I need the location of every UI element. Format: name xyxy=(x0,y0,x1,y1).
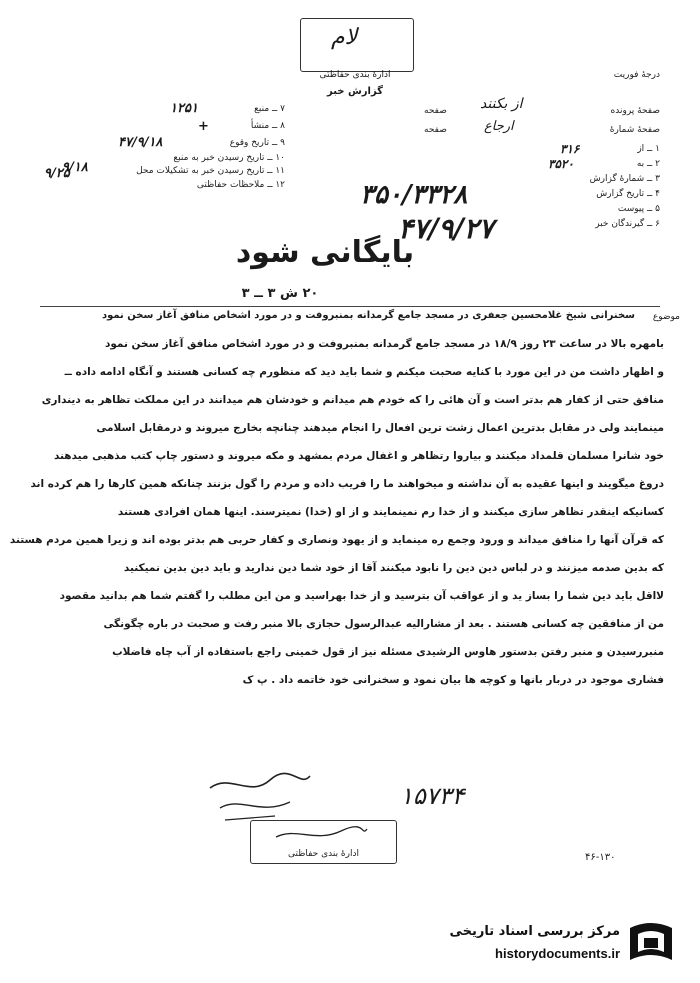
handwritten-scribble: ﺍﺭﺟﺎﻉ xyxy=(484,119,514,134)
body-line: بامهره بالا در ساعت ۲۳ روز ۱۸/۹ در مسجد جامع گرمدانه بمنبروفت و در مورد اشخاص منافق آغاز سخن نمود xyxy=(104,338,664,350)
signature-number: ۱۵۷۳۴ xyxy=(400,782,465,810)
left-field-row: ۱۱ ــ تاریخ رسیدن خبر به تشکیلات محل ۹/۱۸ xyxy=(62,160,285,176)
body-line: مینمایند ولی در مقابل بدترین اعمال زشت ترین افعال را انجام میدهند چنانچه بخارج میروند و درمقابل اسلامی xyxy=(96,422,664,434)
top-office-stamp xyxy=(300,18,414,72)
reference-code: ۲۰ ش ۳ ــ ۳ xyxy=(241,286,319,301)
right-field-row: ۲ ــ به ۳۵۲۰ xyxy=(548,157,660,171)
body-line: منافق حتی از کفار هم بدتر است و آن هائی را که خودم هم میدانم و خودشان هم میدانند در این مملکت تظاهر به دینداری xyxy=(41,394,664,406)
body-line: که قرآن آنها را منافق میداند و ورود وجمع ره مینماید و از یهود ونصاری و کفار حربی هم بدتر بوده اند و زیرا همین مردم هستند xyxy=(9,534,664,546)
left-field-row: ۹ ــ تاریخ وقوع ۴۷/۹/۱۸ xyxy=(118,135,285,150)
right-field-row: ۴ ــ تاریخ گزارش xyxy=(596,189,660,199)
subject-text: سخنرانی شیخ غلامحسین جعفری در مسجد جامع گرمدانه بمنبروفت و در مورد اشخاص منافق آغاز سخن نمود xyxy=(101,310,635,321)
bottom-office-stamp: ادارهٔ بندی حفاظتی xyxy=(250,820,397,864)
archive-stamp: بایگانی شود xyxy=(235,235,415,270)
right-field-row: ۶ ــ گیرندگان خبر xyxy=(595,219,660,229)
footer-code: ۴۶-۱۳۰ xyxy=(585,852,616,863)
report-title: گزارش خبر xyxy=(326,86,383,97)
left-field-row: ۸ ــ منشأ + xyxy=(198,119,285,134)
watermark-logo-icon xyxy=(626,920,676,966)
signature-scribble xyxy=(200,768,320,828)
right-field-row: صفحهٔ پرونده صفحه ﺍﺯ ﺑﮑﻨﻨﺪ xyxy=(424,96,660,116)
classification-label: درجهٔ فوریت xyxy=(613,70,660,80)
stamp-signature xyxy=(271,825,371,845)
body-line: دروغ میگویند و اینها عقیده به آن نداشته و میخواهند ما را فریب داده و مردم را گول بزنند چنانکه همین کارها را هم کرده اند xyxy=(30,478,664,490)
left-field-row: ۷ ــ منبع ۱۲۵۱ xyxy=(170,101,285,116)
watermark-url: historydocuments.ir xyxy=(495,946,620,961)
left-field-row: ۱۰ ــ تاریخ رسیدن خبر به منبع xyxy=(173,153,285,163)
left-fields xyxy=(30,102,285,194)
body-line: من از منافقین چه کسانی هستند . بعد از مشارالیه عبدالرسول حجازی بالا منبر رفت و صحبت در باره چگونگی xyxy=(103,618,664,630)
left-field-row: ۱۲ ــ ملاحظات حفاظتی ۹/۲۵ xyxy=(44,166,285,190)
body-line: که بدین صدمه میزنند و در لباس دین دین را نابود میکنند آقا از خود شما دین ندارید و باید دین بدین نمیکنید xyxy=(123,562,664,574)
stamp-scribble: ﻻﻡ xyxy=(331,25,358,50)
right-field-row: ۳ ــ شمارهٔ گزارش xyxy=(589,174,660,184)
watermark-name: مرکز بررسی اسناد تاریخی xyxy=(449,924,620,939)
body-line: و اظهار داشت من در این مورد با کنایه صحبت میکنم و شما باید دید که منظورم چه کسانی هستند و آنگاه ادامه داده ــ xyxy=(64,366,664,378)
right-field-row: ۵ ــ پیوست xyxy=(617,204,660,214)
body-line: فشاری موجود در دربار بانها و کوچه ها بیان نمود و سخنرانی خود خاتمه داد . پ ک xyxy=(242,674,664,686)
right-field-row: صفحهٔ شمارهٔ صفحه ﺍﺭﺟﺎﻉ xyxy=(424,119,660,135)
handwritten-file-number: ۳۵۰/۳۳۲۸ xyxy=(360,180,468,210)
org-name: ادارهٔ بندی حفاظتی xyxy=(319,70,391,80)
divider xyxy=(40,306,660,307)
body-line: کسانیکه اینقدر تظاهر سازی میکنند و از خدا رم نمینمایند و از او (خدا) نمیترسند. اینها همان افرادی هستند xyxy=(117,506,664,518)
handwritten-date: ۴۷/۹/۲۷ xyxy=(398,212,494,245)
body-line: لااقل باید دین شما را بساز ید و از عواقب آن بترسید و از خدا بهراسید و من این مطلب را گفتم شما هم بدانید مقصود xyxy=(59,590,664,602)
report-body xyxy=(9,338,664,702)
body-line: خود شانرا مسلمان قلمداد میکنند و بیاروا رتظاهر و اغفال مردم بمشهد و مکه میروند و دستور چاپ کتب مذهبی میدهند xyxy=(53,450,664,462)
body-line: منبررسیدن و منبر رفتن بدستور هاوس الرشیدی مسئله نیز از قول خمینی راجع باستفاده از آب چاه فاضلاب xyxy=(112,646,664,658)
right-field-row: ۱ ــ از ۳۱۶ xyxy=(560,142,660,156)
handwritten-scribble: ﺍﺯ ﺑﮑﻨﻨﺪ xyxy=(480,96,523,112)
subject-label: موضوع xyxy=(652,312,680,322)
